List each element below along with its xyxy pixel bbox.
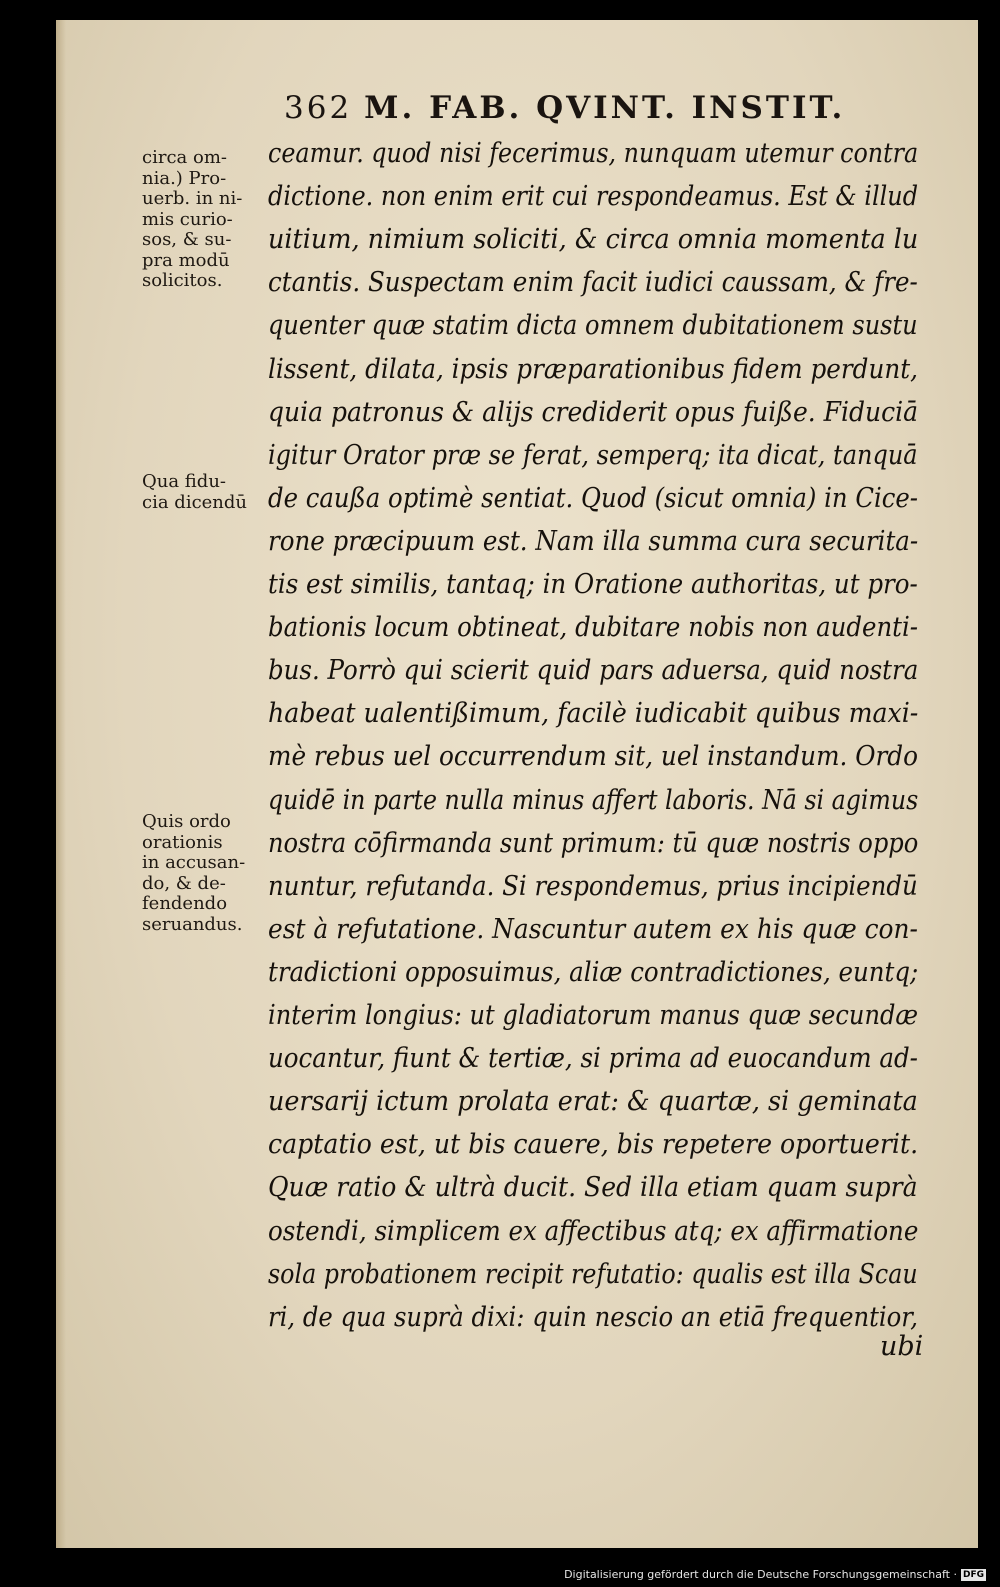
margin-note-line: in accusan- [142,852,246,873]
margin-note-line: circa om- [142,147,227,168]
running-title: M. FAB. QVINT. INSTIT. [364,90,846,126]
text-line: uitium, nimium soliciti, & circa omnia momenta lu [268,224,919,256]
text-line: de caußa optimè sentiat. Quod (sicut omnia) in Cice- [268,482,919,514]
margin-note-line: solicitos. [142,270,223,291]
margin-note-line: seruandus. [142,913,243,935]
text-line: rone præcipuum est. Nam illa summa cura securita- [268,525,919,557]
text-line: tis est similis, tantaq; in Oratione authoritas, ut pro- [268,569,918,600]
book-page [56,20,978,1548]
margin-note-3 [142,812,266,935]
text-line: bus. Porrò qui scierit quid pars aduersa, quid nostra [268,655,919,687]
text-line: quia patronus & alijs crediderit opus fuiße. Fiduciā [268,396,919,428]
text-line: nuntur, refutanda. Si respondemus, prius incipiendū [268,870,918,902]
margin-note-line: nia.) Pro- [142,167,227,189]
text-line: dictione. non enim erit cui respondeamus. Est & illud [268,181,919,213]
text-line: ri, de qua suprà dixi: quin nescio an etiā frequentior, [268,1301,918,1333]
margin-note-line: do, & de- [142,872,226,894]
text-line: mè rebus uel occurrendum sit, uel instandum. Ordo [268,741,919,773]
text-line: bationis locum obtineat, dubitare nobis non audenti- [268,612,919,644]
footer-text: Digitalisierung gefördert durch die Deutsche Forschungsgemeinschaft · [564,1568,957,1581]
margin-note-line: Quis ordo [142,811,231,832]
text-line: ceamur. quod nisi fecerimus, nunquam utemur contra [268,138,919,169]
text-line: uocantur, fiunt & tertiæ, si prima ad euocandum ad- [268,1043,918,1075]
text-line: est à refutatione. Nascuntur autem ex his quæ con- [268,913,918,945]
text-line: sola probationem recipit refutatio: qualis est illa Scau [268,1258,918,1290]
dfg-logo: DFG [962,1569,984,1580]
text-line: nostra cōfirmanda sunt primum: tū quæ nostris oppo [268,827,919,859]
margin-note-2 [142,472,266,513]
page-number: 362 [284,90,353,126]
text-line: uersarij ictum prolata erat: & quartæ, si geminata [268,1086,918,1118]
text-line: interim longius: ut gladiatorum manus quæ secundæ [268,1000,919,1031]
text-line: igitur Orator præ se ferat, semperq; ita dicat, tanquā [268,439,918,471]
footer-credit [564,1568,986,1581]
margin-note-line: uerb. in ni- [142,188,243,209]
catchword: ubi [880,1331,924,1362]
margin-note-line: pra modū [142,249,230,271]
text-line: Quæ ratio & ultrà ducit. Sed illa etiam quam suprà [268,1172,918,1204]
text-line: lissent, dilata, ipsis præparationibus fidem perdunt, [268,353,918,385]
text-line: ctantis. Suspectam enim facit iudici caussam, & fre- [268,267,918,299]
margin-note-line: mis curio- [142,208,233,230]
text-line: ostendi, simplicem ex affectibus atq; ex affirmatione [268,1215,919,1247]
page-header [284,90,845,126]
margin-note-line: Qua fidu- [142,471,227,492]
text-line: quenter quæ statim dicta omnem dubitationem sustu [268,310,918,342]
margin-note-line: sos, & su- [142,229,232,250]
text-line: captatio est, ut bis cauere, bis repetere oportuerit. [268,1129,919,1161]
margin-note-line: orationis [142,831,223,853]
margin-note-line: cia dicendū [142,491,248,513]
margin-note-line: fendendo [142,893,228,914]
text-line: tradictioni opposuimus, aliæ contradictiones, euntq; [268,956,919,988]
margin-note-1 [142,148,266,292]
text-line: quidē in parte nulla minus affert laboris. Nā si agimus [268,784,919,816]
text-line: habeat ualentißimum, facilè iudicabit quibus maxi- [268,698,919,730]
